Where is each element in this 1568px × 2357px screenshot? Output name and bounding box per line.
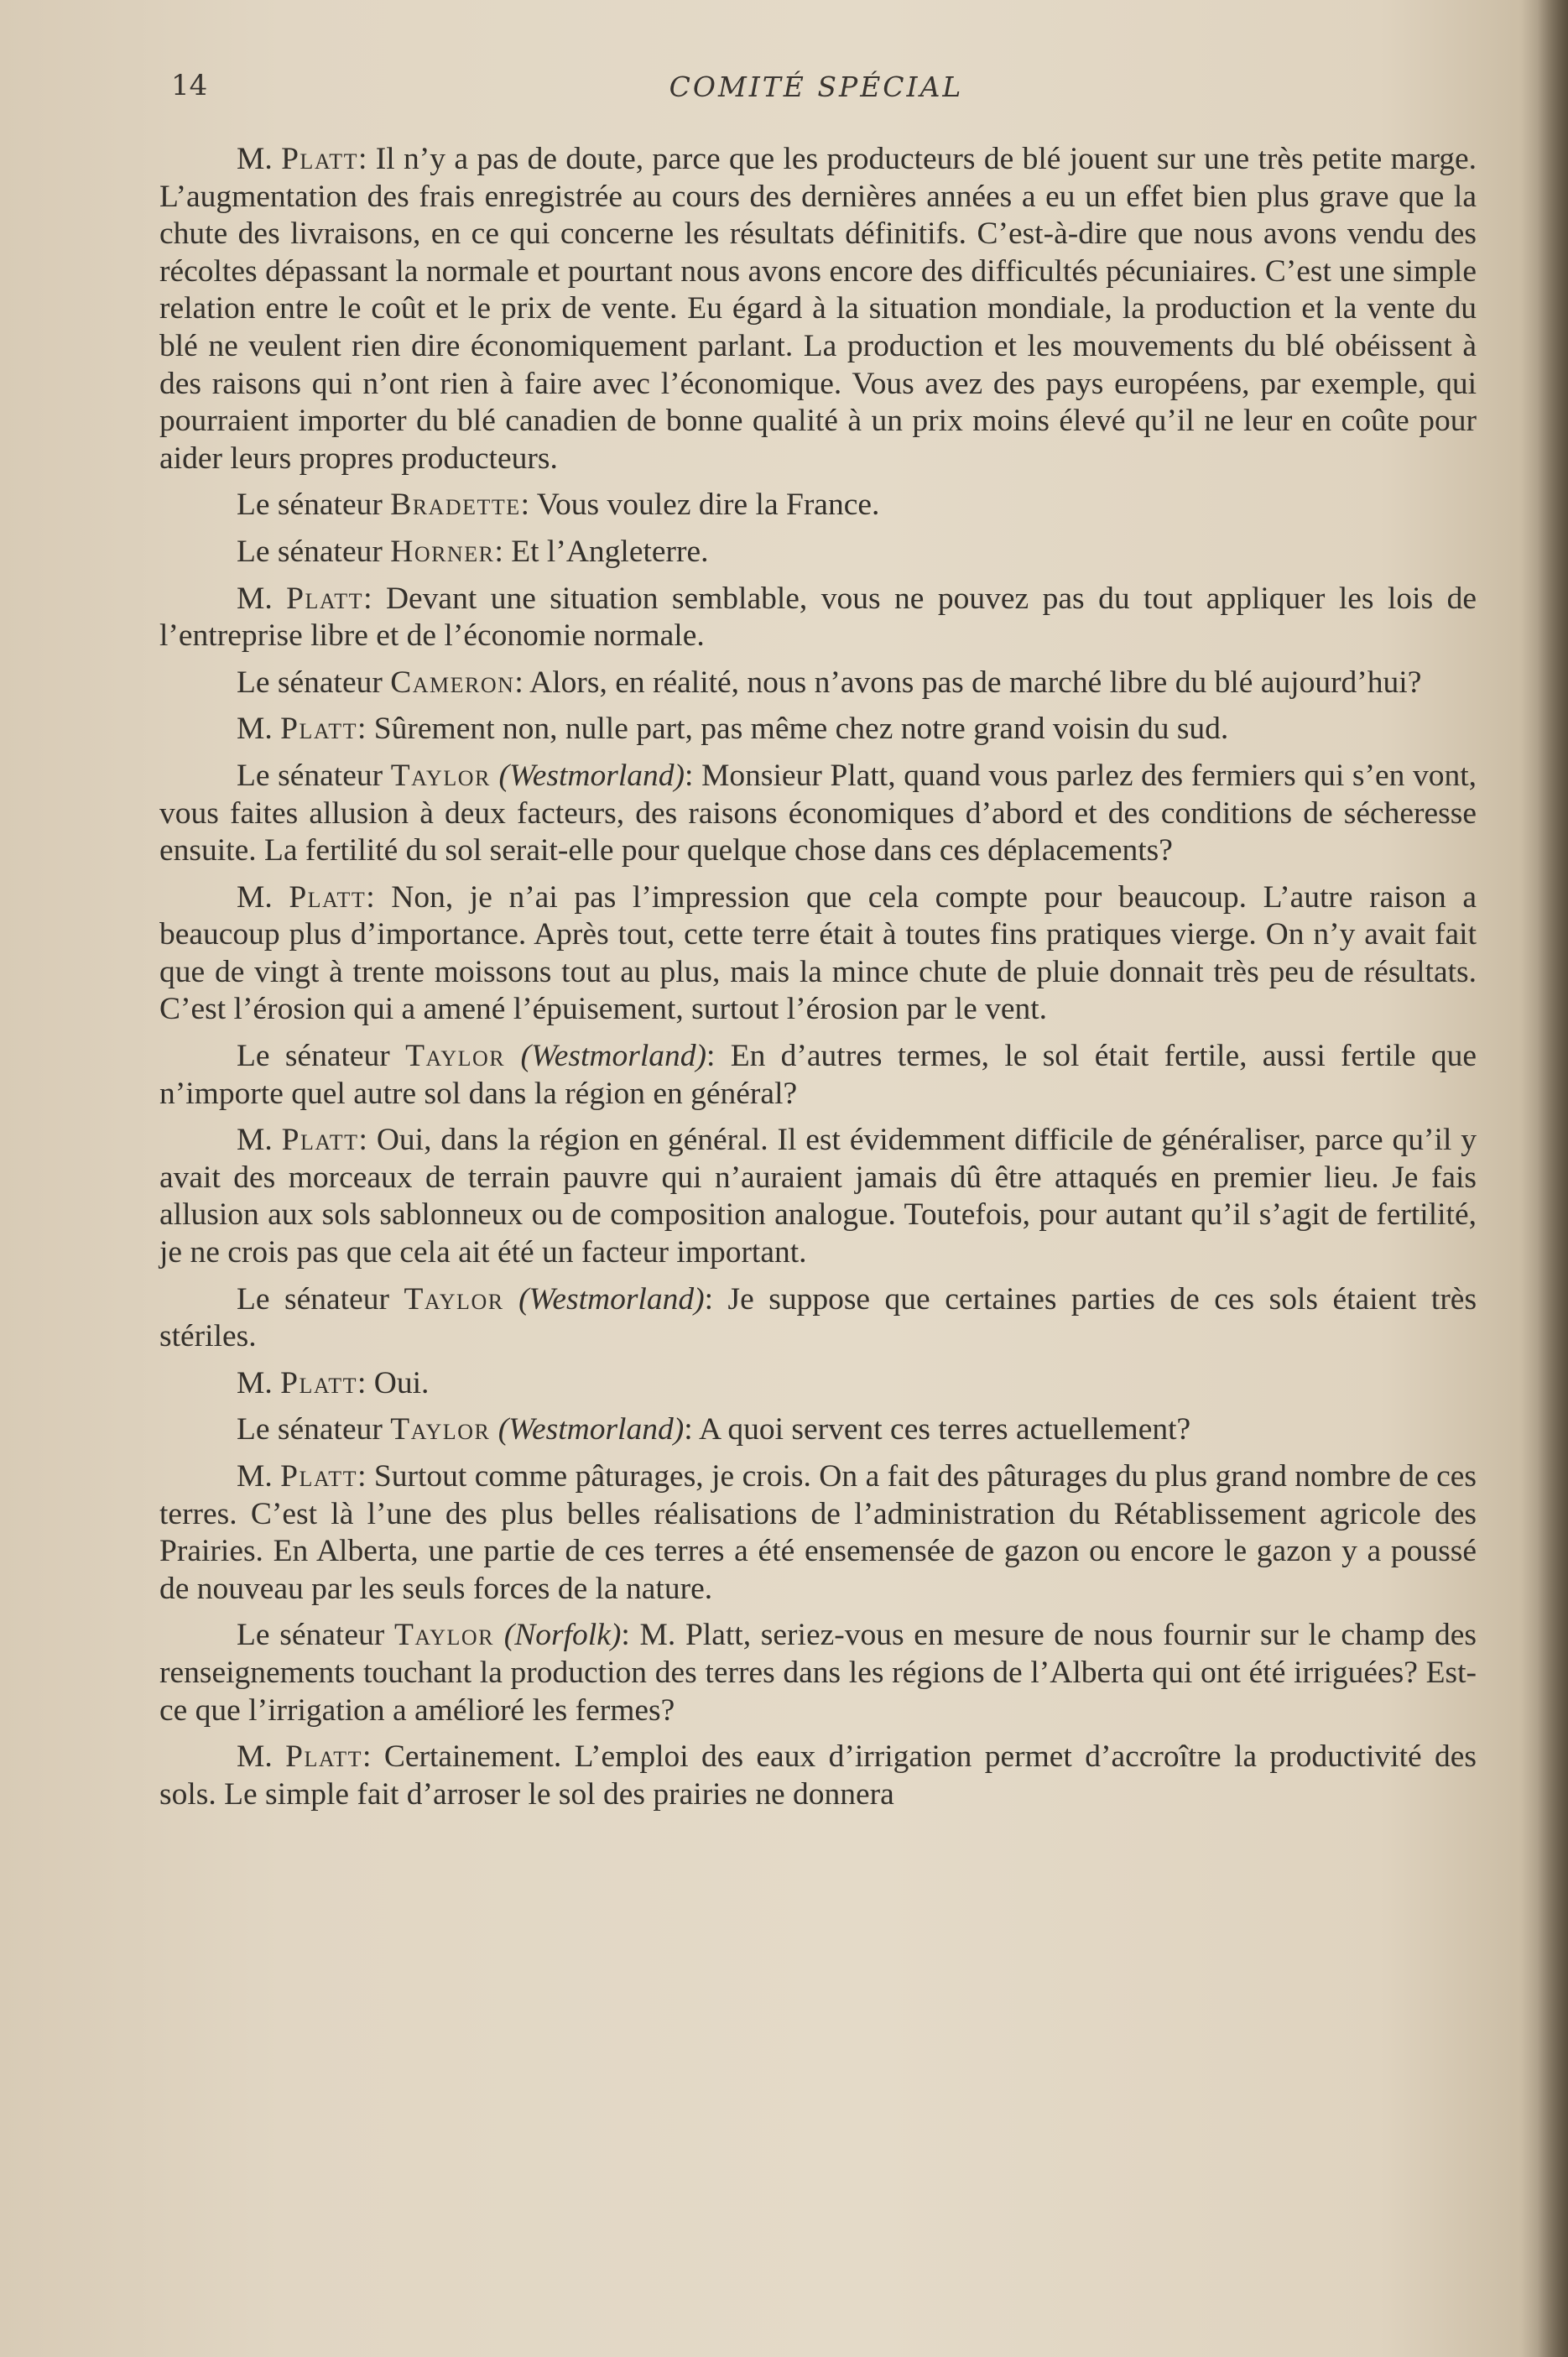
speaker-name: Taylor <box>390 758 491 793</box>
speaker-name: Platt <box>286 581 364 616</box>
speaker-prefix: M. <box>237 712 273 747</box>
speech-text: Devant une situation semblable, vous ne pouvez pas du tout appliquer les lois de l’entreprise libre et de l’économie normale. <box>159 581 1477 654</box>
speech-text: Certainement. L’emploi des eaux d’irrigation permet d’accroître la productivité des sols. Le simple fait d’arroser le sol des prairies ne donnera <box>159 1739 1477 1812</box>
speaker-name: Taylor <box>390 1412 491 1447</box>
speaker-name: Platt <box>280 1459 358 1494</box>
speaker-prefix: Le sénateur <box>237 534 383 569</box>
speech-text: M. Platt, seriez-vous en mesure de nous fournir sur le champ des renseignements touchant la production des terres dans les régions de l’Alberta qui ont été irriguées? Est-ce que l’irrigation a amélioré les fermes? <box>159 1618 1477 1728</box>
speech-text: Je suppose que certaines parties de ces sols étaient très stériles. <box>159 1281 1477 1354</box>
page-edge-shadow <box>1538 0 1568 2357</box>
speaker-prefix: Le sénateur <box>237 1412 383 1447</box>
transcript-paragraph: M. Platt: Devant une situation semblable, vous ne pouvez pas du tout appliquer les lois de l’entreprise libre et de l’économie normale. <box>159 581 1477 654</box>
speech-text: Vous voulez dire la France. <box>536 488 880 523</box>
speaker-name: Platt <box>281 1123 359 1158</box>
speaker-name: Taylor <box>405 1039 506 1074</box>
page-number: 14 <box>171 69 208 102</box>
speaker-name: Cameron <box>390 665 515 700</box>
speaker-prefix: M. <box>237 1459 273 1494</box>
speaker-name: Platt <box>280 712 357 747</box>
transcript-paragraph: M. Platt: Certainement. L’emploi des eaux d’irrigation permet d’accroître la productivité des sols. Le simple fait d’arroser le sol des prairies ne donnera <box>159 1739 1477 1812</box>
transcript-paragraph: Le sénateur Taylor (Westmorland): Je suppose que certaines parties de ces sols étaient très stériles. <box>159 1281 1477 1354</box>
speaker-name: Horner <box>390 534 495 569</box>
speaker-prefix: Le sénateur <box>237 665 383 700</box>
speaker-name: Platt <box>280 1365 357 1400</box>
speech-text: Non, je n’ai pas l’impression que cela compte pour beaucoup. L’autre raison a beaucoup plus d’importance. Après tout, cette terre était à toutes fins pratiques vierge. On n’y avait fait que de vingt à trente moissons tout au plus, mais la mince chute de pluie donnait très peu de résultats. C’est l’érosion qui a amené l’épuisement, surtout l’érosion par le vent. <box>159 879 1477 1027</box>
transcript-paragraph: Le sénateur Cameron: Alors, en réalité, nous n’avons pas de marché libre du blé aujourd’hui? <box>237 665 1422 700</box>
speaker-name: Taylor <box>393 1618 495 1653</box>
transcript-paragraph: M. Platt: Il n’y a pas de doute, parce que les producteurs de blé jouent sur une très petite marge. L’augmentation des frais enregistrée au cours des dernières années a eu un effet bien plus grave que la chute des livraisons, en ce qui concerne les résultats définitifs. C’est-à-dire que nous avons vendu des récoltes dépassant la normale et pourtant nous avons encore des difficultés pécuniaires. C’est une simple relation entre le coût et le prix de vente. Eu égard à la situation mondiale, la production et la vente du blé ne veulent rien dire économiquement parlant. La production et les mouvements du blé obéissent à des raisons qui n’ont rien à faire avec l’économique. Vous avez des pays européens, par exemple, qui pourraient importer du blé canadien de bonne qualité à un prix moins élevé qu’il ne leur en coûte pour aider leurs propres producteurs. <box>159 142 1477 476</box>
speech-text: Et l’Angleterre. <box>511 534 709 569</box>
transcript-paragraph: M. Platt: Sûrement non, nulle part, pas même chez notre grand voisin du sud. <box>237 712 1229 747</box>
speaker-prefix: Le sénateur <box>237 488 383 523</box>
speech-text: A quoi servent ces terres actuellement? <box>698 1412 1191 1447</box>
transcript-paragraph: Le sénateur Taylor (Westmorland): A quoi servent ces terres actuellement? <box>237 1412 1191 1447</box>
speaker-prefix: Le sénateur <box>237 1039 390 1074</box>
transcript-paragraph: M. Platt: Oui, dans la région en général. Il est évidemment difficile de généraliser, parce qu’il y avait des morceaux de terrain pauvre qui n’auraient jamais dû être attaqués en premier lieu. Je fais allusion aux sols sablonneux ou de composition analogue. Toutefois, pour autant qu’il s’agit de fertilité, je ne crois pas que cela ait été un facteur important. <box>159 1123 1477 1270</box>
page-header <box>158 65 1475 116</box>
speaker-name: Taylor <box>404 1281 504 1317</box>
speaker-name: Platt <box>289 879 367 915</box>
speech-text: Il n’y a pas de doute, parce que les producteurs de blé jouent sur une très petite marge. L’augmentation des frais enregistrée au cours des dernières années a eu un effet bien plus grave que la chute des livraisons, en ce qui concerne les résultats définitifs. C’est-à-dire que nous avons vendu des récoltes dépassant la normale et pourtant nous avons encore des difficultés pécuniaires. C’est une simple relation entre le coût et le prix de vente. Eu égard à la situation mondiale, la production et la vente du blé ne veulent rien dire économiquement parlant. La production et les mouvements du blé obéissent à des raisons qui n’ont rien à faire avec l’économique. Vous avez des pays européens, par exemple, qui pourraient importer du blé canadien de bonne qualité à un prix moins élevé qu’il ne leur en coûte pour aider leurs propres producteurs. <box>159 142 1477 476</box>
speaker-riding: (Westmorland) <box>520 1039 706 1074</box>
transcript-paragraph: Le sénateur Taylor (Westmorland): Monsieur Platt, quand vous parlez des fermiers qui s’en vont, vous faites allusion à deux facteurs, des raisons économiques d’abord et des conditions de sécheresse ensuite. La fertilité du sol serait-elle pour quelque chose dans ces déplacements? <box>159 758 1477 868</box>
speaker-prefix: M. <box>237 1123 273 1158</box>
speaker-prefix: M. <box>237 879 273 915</box>
speaker-prefix: M. <box>237 142 273 176</box>
transcript-paragraph: Le sénateur Taylor (Westmorland): En d’autres termes, le sol était fertile, aussi fertile que n’importe quel autre sol dans la région en général? <box>159 1039 1477 1111</box>
speech-text: En d’autres termes, le sol était fertile, aussi fertile que n’importe quel autre sol dans la région en général? <box>159 1039 1477 1111</box>
speaker-prefix: M. <box>237 1739 273 1775</box>
transcript-paragraph: Le sénateur Taylor (Norfolk): M. Platt, seriez-vous en mesure de nous fournir sur le champ des renseignements touchant la production des terres dans les régions de l’Alberta qui ont été irriguées? Est-ce que l’irrigation a amélioré les fermes? <box>159 1618 1477 1728</box>
speaker-riding: (Norfolk) <box>503 1618 622 1653</box>
speaker-riding: (Westmorland) <box>498 758 685 793</box>
transcript-body <box>159 141 1477 1823</box>
speech-text: Surtout comme pâturages, je crois. On a fait des pâturages du plus grand nombre de ces terres. C’est là l’une des plus belles réalisations de l’administration du Rétablissement agricole des Prairies. En Alberta, une partie de ces terres a été ensemensée de gazon ou encore le gazon y a poussé de nouveau par les seuls forces de la nature. <box>159 1459 1477 1606</box>
transcript-paragraph: Le sénateur Bradette: Vous voulez dire la France. <box>237 488 880 523</box>
transcript-paragraph: M. Platt: Surtout comme pâturages, je crois. On a fait des pâturages du plus grand nombre de ces terres. C’est là l’une des plus belles réalisations de l’administration du Rétablissement agricole des Prairies. En Alberta, une partie de ces terres a été ensemensée de gazon ou encore le gazon y a poussé de nouveau par les seuls forces de la nature. <box>159 1459 1477 1606</box>
speech-text: Alors, en réalité, nous n’avons pas de marché libre du blé aujourd’hui? <box>529 665 1422 700</box>
speech-text: Oui. <box>373 1365 430 1400</box>
speaker-riding: (Westmorland) <box>518 1281 705 1317</box>
transcript-paragraph: Le sénateur Horner: Et l’Angleterre. <box>237 534 709 569</box>
speaker-prefix: Le sénateur <box>237 1281 389 1317</box>
speaker-name: Platt <box>281 142 358 176</box>
running-title: COMITÉ SPÉCIAL <box>669 70 964 103</box>
speaker-name: Platt <box>285 1739 363 1775</box>
speaker-prefix: M. <box>237 1365 273 1400</box>
speaker-prefix: Le sénateur <box>237 1618 385 1653</box>
transcript-paragraph: M. Platt: Non, je n’ai pas l’impression que cela compte pour beaucoup. L’autre raison a beaucoup plus d’importance. Après tout, cette terre était à toutes fins pratiques vierge. On n’y avait fait que de vingt à trente moissons tout au plus, mais la mince chute de pluie donnait très peu de résultats. C’est l’érosion qui a amené l’épuisement, surtout l’érosion par le vent. <box>159 879 1477 1027</box>
speech-text: Oui, dans la région en général. Il est évidemment difficile de généraliser, parce qu’il y avait des morceaux de terrain pauvre qui n’auraient jamais dû être attaqués en premier lieu. Je fais allusion aux sols sablonneux ou de composition analogue. Toutefois, pour autant qu’il s’agit de fertilité, je ne crois pas que cela ait été un facteur important. <box>159 1123 1477 1270</box>
speaker-prefix: Le sénateur <box>237 758 383 793</box>
speaker-riding: (Westmorland) <box>497 1412 685 1447</box>
speaker-name: Bradette <box>390 488 521 523</box>
speaker-prefix: M. <box>237 581 273 616</box>
speech-text: Sûrement non, nulle part, pas même chez notre grand voisin du sud. <box>373 712 1229 747</box>
speech-text: Monsieur Platt, quand vous parlez des fermiers qui s’en vont, vous faites allusion à deux facteurs, des raisons économiques d’abord et des conditions de sécheresse ensuite. La fertilité du sol serait-elle pour quelque chose dans ces déplacements? <box>159 758 1477 868</box>
transcript-paragraph: M. Platt: Oui. <box>237 1365 430 1400</box>
